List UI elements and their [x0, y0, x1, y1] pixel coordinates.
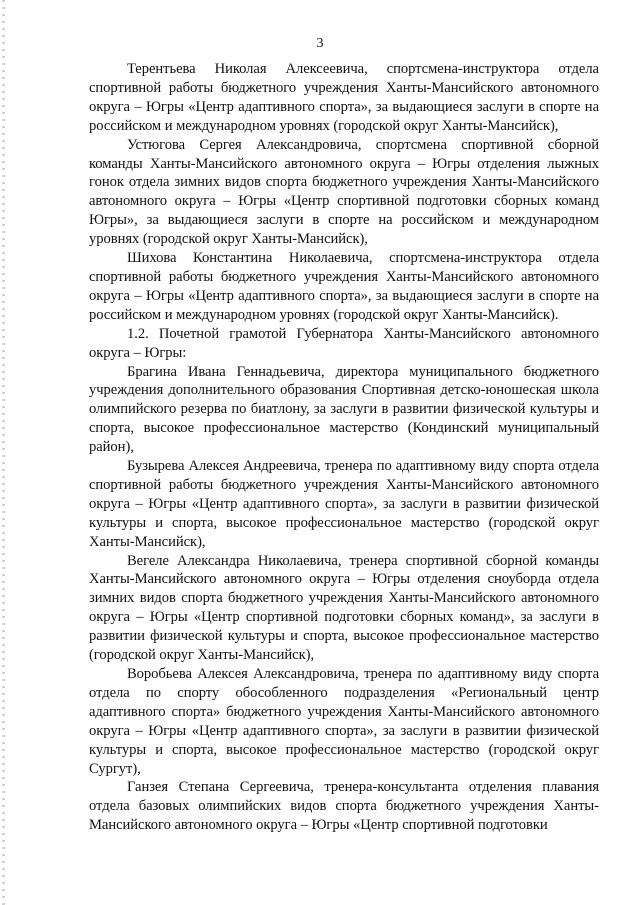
paragraph-vorobyev: Воробьева Алексея Александровича, тренера по адаптивному виду спорта отдела по спорту обособленного подразделения «Региональный центр адаптивного спорта» бюджетного учреждения Ханты-Мансийского автономного округа – Югры «Центр адаптивного спорта», за заслуги в развитии физической культуры и спорта, высокое профессиональное мастерство (городской округ Сургут), [89, 666, 599, 777]
paragraph-terentyev: Терентьева Николая Алексеевича, спортсмена-инструктора отдела спортивной работы бюджетного учреждения Ханты-Мансийского автономного округа – Югры «Центр адаптивного спорта», за выдающиеся заслуги в спорте на российском и международном уровнях (городской округ Ханты-Мансийск), [89, 61, 599, 134]
page-number: 3 [316, 36, 324, 51]
paragraph-vegele: Вегеле Александра Николаевича, тренера спортивной сборной команды Ханты-Мансийского автономного округа – Югры отделения сноуборда отдела зимних видов спорта бюджетного учреждения Ханты-Мансийского автономного округа – Югры «Центр спортивной подготовки сборных команд», за заслуги в развитии физической культуры и спорта, высокое профессиональное мастерство (городской округ Ханты-Мансийск), [89, 552, 599, 664]
scan-edge-artifact [2, 0, 5, 905]
document-body [89, 60, 599, 835]
paragraph-shikhov: Шихова Константина Николаевича, спортсмена-инструктора отдела спортивной работы бюджетного учреждения Ханты-Мансийского автономного округа – Югры «Центр адаптивного спорта», за выдающиеся заслуги в спорте на российском и международном уровнях (городской округ Ханты-Мансийск). [89, 250, 599, 323]
paragraph-ustyugov: Устюгова Сергея Александровича, спортсмена спортивной сборной команды Ханты-Мансийского автономного округа – Югры отделения лыжных гонок отдела зимних видов спорта бюджетного учреждения Ханты-Мансийского автономного округа – Югры «Центр спортивной подготовки сборных команд Югры», за выдающиеся заслуги в спорте на российском и международном уровнях (городской округ Ханты-Мансийск), [89, 136, 599, 248]
section-heading-1-2: 1.2. Почетной грамотой Губернатора Ханты-Мансийского автономного округа – Югры: [89, 325, 599, 361]
paragraph-buzyrev: Бузырева Алексея Андреевича, тренера по адаптивному виду спорта отдела спортивной работы бюджетного учреждения Ханты-Мансийского автономного округа – Югры «Центр адаптивного спорта», за заслуги в развитии физической культуры и спорта, высокое профессиональное мастерство (городской округ Ханты-Мансийск), [89, 458, 599, 550]
paragraph-bragin: Брагина Ивана Геннадьевича, директора муниципального бюджетного учреждения дополнительного образования Спортивная детско-юношеская школа олимпийского резерва по биатлону, за заслуги в развитии физической культуры и спорта, высокое профессиональное мастерство (Кондинский муниципальный район), [89, 363, 599, 456]
paragraph-ganzey: Ганзея Степана Сергеевича, тренера-консультанта отделения плавания отдела базовых олимпийских видов спорта бюджетного учреждения Ханты-Мансийского автономного округа – Югры «Центр спортивной подготовки [89, 779, 599, 834]
